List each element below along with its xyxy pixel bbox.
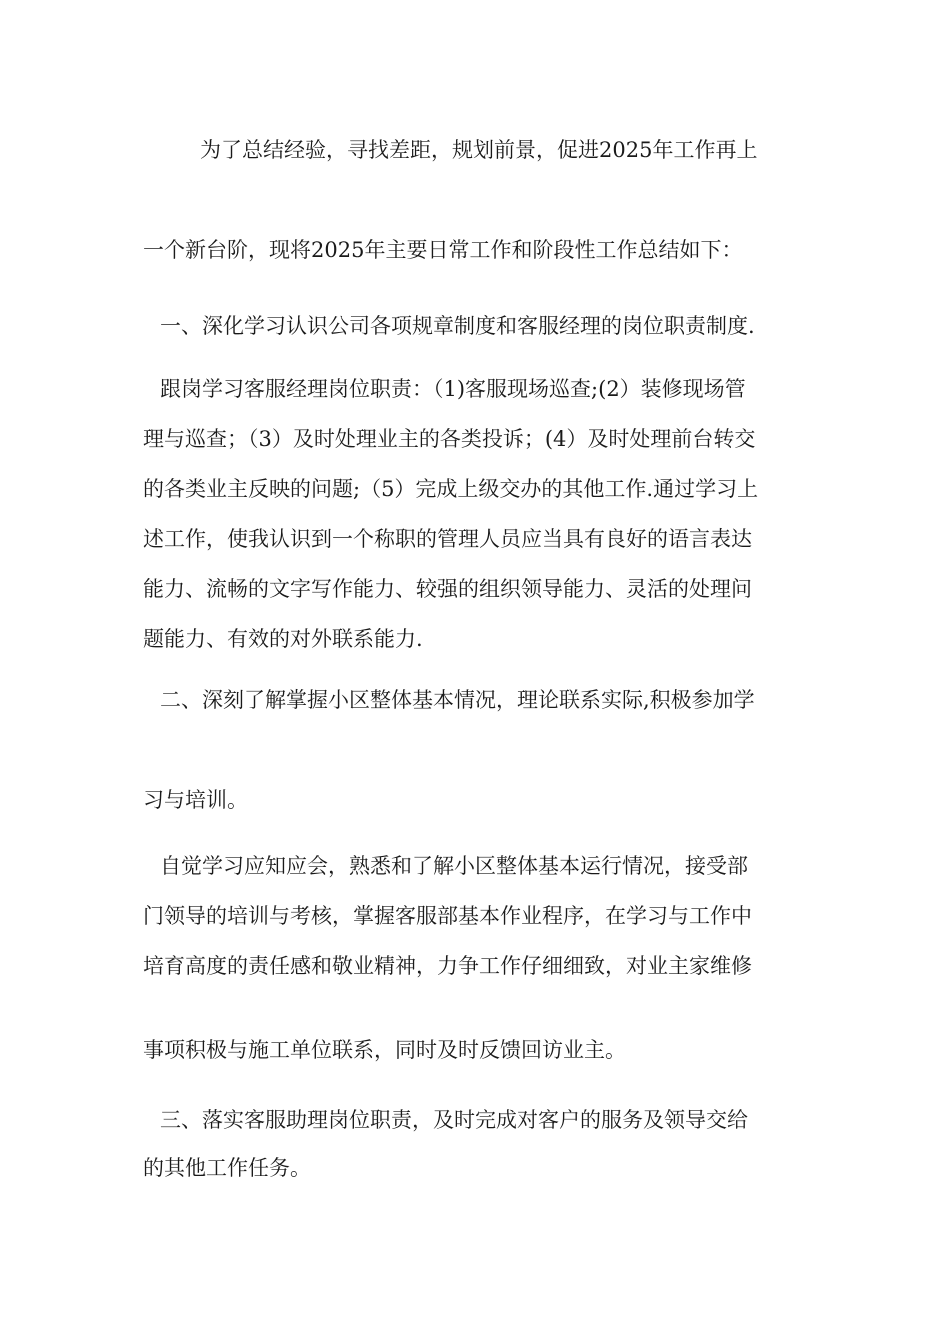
section-one-body-line-1: 跟岗学习客服经理岗位职责：（1)客服现场巡查;(2）装修现场管 bbox=[160, 377, 746, 401]
intro-line-2: 一个新台阶，现将2025年主要日常工作和阶段性工作总结如下： bbox=[143, 238, 743, 262]
section-one-body-line-5: 能力、流畅的文字写作能力、较强的组织领导能力、灵活的处理问 bbox=[143, 577, 752, 601]
section-three-heading-line-1: 三、落实客服助理岗位职责，及时完成对客户的服务及领导交给 bbox=[160, 1108, 748, 1132]
section-one-body-line-3: 的各类业主反映的问题;（5）完成上级交办的其他工作.通过学习上 bbox=[143, 477, 759, 501]
section-two-heading-line-1: 二、深刻了解掌握小区整体基本情况，理论联系实际,积极参加学 bbox=[160, 688, 755, 712]
section-two-heading-line-2: 习与培训。 bbox=[143, 788, 248, 812]
section-one-body-line-4: 述工作，使我认识到一个称职的管理人员应当具有良好的语言表达 bbox=[143, 527, 752, 551]
section-one-body-line-6: 题能力、有效的对外联系能力. bbox=[143, 627, 423, 651]
section-two-body-line-3: 培育高度的责任感和敬业精神，力争工作仔细细致，对业主家维修 bbox=[143, 954, 752, 978]
section-two-body-line-2: 门领导的培训与考核，掌握客服部基本作业程序，在学习与工作中 bbox=[143, 904, 752, 928]
section-one-body-line-2: 理与巡查；（3）及时处理业主的各类投诉；(4）及时处理前台转交 bbox=[143, 427, 756, 451]
section-two-body-line-1: 自觉学习应知应会，熟悉和了解小区整体基本运行情况，接受部 bbox=[160, 854, 748, 878]
section-two-body-line-4: 事项积极与施工单位联系，同时及时反馈回访业主。 bbox=[143, 1038, 626, 1062]
section-one-heading: 一、深化学习认识公司各项规章制度和客服经理的岗位职责制度. bbox=[160, 314, 755, 338]
intro-line-1: 为了总结经验，寻找差距，规划前景，促进2025年工作再上 bbox=[200, 138, 758, 162]
section-three-heading-line-2: 的其他工作任务。 bbox=[143, 1156, 311, 1180]
